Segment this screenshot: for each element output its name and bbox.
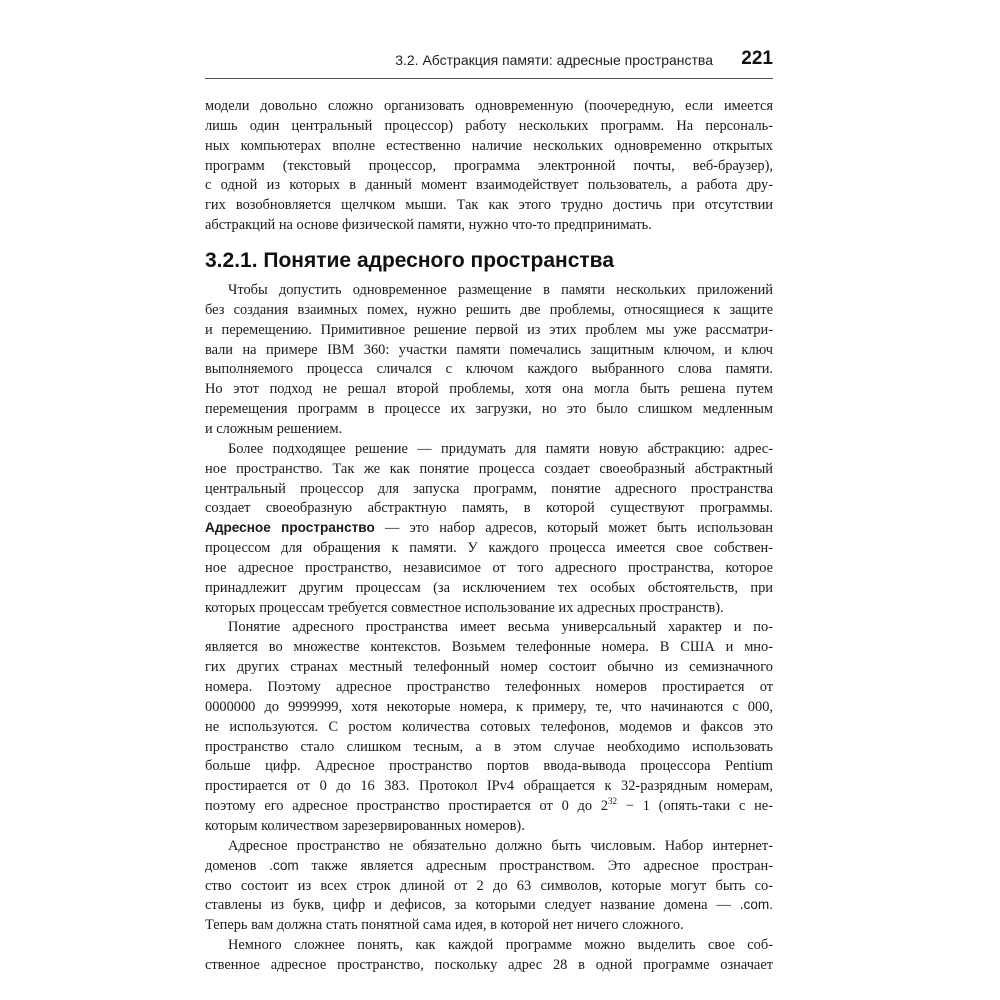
- p3-line: 0000000 до 9999999, хотя некоторые номера, к примеру, те, что начинаются с 000,: [205, 698, 773, 715]
- p2-term-line: [205, 518, 773, 538]
- p4-line4-start: ставлены из букв, цифр и дефисов, за которыми следует название домена —: [205, 897, 740, 914]
- power-suffix: − 1 (опять-таки с не-: [617, 798, 773, 815]
- p1-line: без создания взаимных помех, нужно решить две проблемы, относящиеся к защите: [205, 301, 773, 318]
- p2-line: ное пространство. Так же как понятие процесса создает своеобразный абстрактный: [205, 460, 773, 477]
- p1-line: и сложным решением.: [205, 420, 343, 437]
- domain-com-2: .com.: [739, 897, 773, 913]
- p2-line: принадлежит другим процессам (за исключением тех особых обстоятельств, при: [205, 579, 773, 596]
- p4-domain-line-2: [205, 895, 773, 915]
- p2-line: ное адресное пространство, независимое от того адресного пространства, которое: [205, 559, 773, 576]
- p1-line: Но этот подход не решал второй проблемы, хотя она могла быть решена путем: [205, 381, 773, 398]
- section-heading: 3.2.1. Понятие адресного пространства: [205, 249, 614, 272]
- intro-line: с одной из которых в данный момент взаимодействует пользователь, а работа дру-: [205, 177, 773, 194]
- p5-line: ственное адресное пространство, поскольку адрес 28 в одной программе означает: [205, 956, 773, 973]
- p1-line: вали на примере IBM 360: участки памяти помечались защитным ключом, и ключ: [205, 341, 773, 358]
- intro-line: ных компьютерах вполне естественно наличие нескольких одновременно открытых: [205, 137, 773, 154]
- p1-line: и перемещению. Примитивное решение первой из этих проблем мы уже рассматри-: [205, 321, 773, 338]
- intro-line: программ (текстовый процессор, программа электронной почты, веб-браузер),: [205, 157, 773, 174]
- header-rule: [205, 78, 773, 79]
- intro-line: абстракций на основе физической памяти, нужно что-то предпринимать.: [205, 217, 652, 234]
- p4-line2-start: доменов: [205, 857, 270, 874]
- term-definition: — это набор адресов, который может быть использован: [374, 520, 773, 537]
- p4-line: Адресное пространство не обязательно должно быть числовым. Набор интернет-: [228, 837, 773, 854]
- intro-line: гих возобновляется щелчком мыши. Так как этого трудно достичь при отсутствии: [205, 197, 773, 214]
- p5-line: Немного сложнее понять, как каждой программе можно выделить свое соб-: [228, 937, 773, 954]
- p4-line: ство состоит из всех строк длиной от 2 до 63 символов, которые могут быть со-: [205, 877, 773, 894]
- intro-line: лишь один центральный процессор) работу нескольких программ. На персональ-: [205, 117, 773, 134]
- p3-line: не используются. С ростом количества сотовых телефонов, модемов и факсов это: [205, 718, 773, 735]
- power-prefix: поэтому его адресное пространство простирается от 0 до 2: [205, 798, 609, 815]
- p1-line: Чтобы допустить одновременное размещение в памяти нескольких приложений: [228, 282, 773, 298]
- p1-line: перемещения программ в процессе их загрузки, но это было слишком медленным: [205, 401, 773, 418]
- running-title: 3.2. Абстракция памяти: адресные пространства: [395, 52, 713, 68]
- p3-line: является во множестве контекстов. Возьмем телефонные номера. В США и мно-: [205, 639, 773, 656]
- p2-line: которых процессам требуется совместное использование их адресных пространств).: [205, 599, 724, 616]
- p3-line: гих других странах местный телефонный номер состоит обычно из семизначного: [205, 659, 773, 676]
- power-exponent: 32: [608, 796, 618, 807]
- p3-line: которым количеством зарезервированных номеров).: [205, 817, 525, 834]
- p3-line: пространство стало слишком тесным, а в этом случае необходимо использовать: [205, 738, 773, 755]
- p2-line: Более подходящее решение — придумать для памяти новую абстракцию: адрес-: [228, 440, 773, 457]
- domain-com: .com: [269, 857, 299, 873]
- p4-line2-end: также является адресным пространством. Это адресное простран-: [298, 857, 773, 874]
- p4-line: Теперь вам должна стать понятной сама идея, в которой нет ничего сложного.: [205, 917, 684, 934]
- p2-line: процессом для обращения к памяти. У каждого процесса имеется свое собствен-: [205, 540, 773, 557]
- p3-line: простирается от 0 до 16 383. Протокол IPv4 обращается к 32-разрядным номерам,: [205, 778, 773, 795]
- p3-power-line: [205, 796, 773, 816]
- p3-line: больше цифр. Адресное пространство портов ввода-вывода процессора Pentium: [205, 758, 773, 775]
- p3-line: Понятие адресного пространства имеет весьма универсальный характер и по-: [228, 619, 773, 636]
- running-header: [205, 48, 773, 72]
- p1-line: выполняемого процесса сличался с ключом каждого выбранного слова памяти.: [205, 361, 773, 378]
- p2-line: центральный процессор для запуска программ, понятие адресного пространства: [205, 480, 773, 497]
- page-number: 221: [741, 48, 773, 69]
- p3-line: номера. Поэтому адресное пространство телефонных номеров простирается от: [205, 679, 773, 695]
- p2-line: создает своеобразную абстрактную память, в которой существуют программы.: [205, 500, 773, 517]
- defined-term: Адресное пространство: [205, 520, 375, 536]
- intro-line: модели довольно сложно организовать одновременную (поочередную, если имеется: [205, 98, 773, 114]
- p4-domain-line: [205, 856, 773, 876]
